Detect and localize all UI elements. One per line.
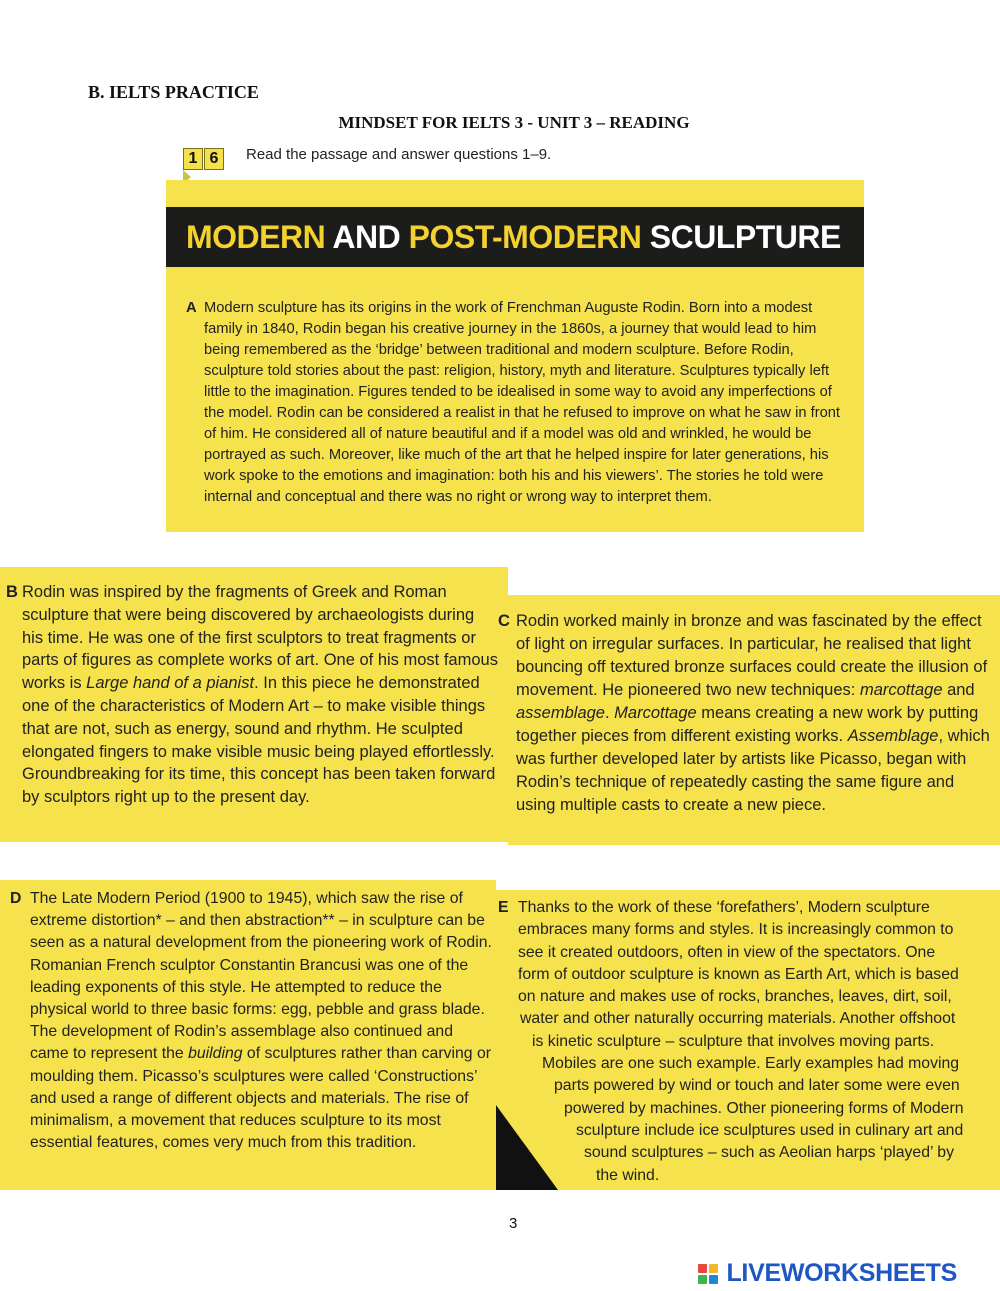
liveworksheets-logo[interactable] bbox=[698, 1259, 957, 1285]
audio-track-badge bbox=[183, 148, 231, 172]
paragraph-text: Rodin was inspired by the fragments of Greek and Roman sculpture that were being discovered by archaeologists during his time. He was one of the first sculptors to treat fragments or parts of figures as complete works of art. One of his most famous works is Large hand of a pianist. In this piece he demonstrated one of the characteristics of Modern Art – to make visible things that are not, such as energy, sound and rhythm. He sculpted elongated fingers to make visible music being played effortlessly. Groundbreaking for its time, this concept has been taken forward by sculptors right up to the present day. bbox=[22, 583, 498, 807]
section-heading: B. IELTS PRACTICE bbox=[88, 82, 259, 102]
paragraph-line: Mobiles are one such example. Early examples had moving bbox=[542, 1055, 960, 1073]
paragraph-letter: C bbox=[498, 612, 510, 630]
passage-title bbox=[186, 217, 841, 257]
track-number-digit: 1 bbox=[183, 148, 203, 170]
logo-cubes-icon bbox=[698, 1264, 718, 1284]
title-word: SCULPTURE bbox=[649, 219, 841, 255]
logo-wordmark: LIVEWORKSHEETS bbox=[726, 1259, 957, 1287]
paragraph-text: Modern sculpture has its origins in the work of Frenchman Auguste Rodin. Born into a modest family in 1840, Rodin began his creative journey in the 1860s, a journey that would lead to him being remembered as the ‘bridge’ between traditional and modern sculpture. Before Rodin, sculpture told stories about the past: religion, history, myth and literature. Sculptures typically left little to the imagination. Figures tended to be idealised in some way to avoid any imperfections of the model. Rodin can be considered a realist in that he refused to improve on what he saw in front of him. He considered all of nature beautiful and if a model was old and wrinkled, he would be portrayed as such. Moreover, like much of the art that he helped inspire for later generations, his work spoke to the emotions and imagination: both his and his viewers’. The stories he told were internal and conceptual and there was no right or wrong way to interpret them. bbox=[204, 300, 841, 505]
paragraph-line: sculpture include ice sculptures used in culinary art and bbox=[576, 1121, 964, 1139]
paragraph-a bbox=[186, 298, 850, 508]
paragraph-line: powered by machines. Other pioneering forms of Modern bbox=[564, 1099, 964, 1117]
paragraph-letter: D bbox=[10, 890, 22, 907]
paragraph-letter: E bbox=[498, 899, 509, 916]
paragraph-line: form of outdoor sculpture is known as Earth Art, which is based bbox=[518, 965, 959, 983]
paragraph-letter: A bbox=[186, 300, 197, 316]
paragraph-line: sound sculptures – such as Aeolian harps ‘played’ by bbox=[584, 1144, 954, 1162]
paragraph-line: is kinetic sculpture – sculpture that involves moving parts. bbox=[532, 1032, 935, 1050]
paragraph-e bbox=[498, 897, 992, 1187]
paragraph-text: Rodin worked mainly in bronze and was fascinated by the effect of light on irregular surfaces. In particular, he realised that light bouncing off textured bronze surfaces could create the illusion of movement. He pioneered two new techniques: marcottage and assemblage. Marcottage means creating a new work by putting together pieces from different existing works. Assemblage, which was further developed later by artists like Picasso, began with Rodin’s technique of repeatedly casting the same figure and using multiple casts to create a new piece. bbox=[516, 612, 990, 814]
track-number-digit: 6 bbox=[204, 148, 224, 170]
paragraph-line: see it created outdoors, often in view of the spectators. One bbox=[518, 943, 936, 961]
title-word: MODERN bbox=[186, 219, 326, 255]
task-instruction: Read the passage and answer questions 1–9. bbox=[246, 146, 552, 163]
paragraph-line: Thanks to the work of these ‘forefathers’, Modern sculpture bbox=[518, 899, 930, 916]
title-word: POST-MODERN bbox=[408, 219, 642, 255]
page-subtitle: MINDSET FOR IELTS 3 - UNIT 3 – READING bbox=[338, 113, 690, 132]
paragraph-line: embraces many forms and styles. It is increasingly common to bbox=[518, 921, 954, 939]
paragraph-c bbox=[498, 610, 992, 817]
paragraph-letter: B bbox=[6, 583, 18, 601]
paragraph-line: water and other naturally occurring materials. Another offshoot bbox=[520, 1010, 956, 1028]
title-word: AND bbox=[332, 219, 401, 255]
paragraph-b bbox=[6, 581, 498, 809]
paragraph-line: on nature and makes use of rocks, branches, leaves, dirt, soil, bbox=[518, 988, 952, 1006]
paragraph-text: The Late Modern Period (1900 to 1945), which saw the rise of extreme distortion* – and then abstraction** – in sculpture can be seen as a natural development from the pioneering work of Rodin. Romanian French sculptor Constantin Brancusi was one of the leading exponents of this style. He attempted to reduce the physical world to three basic forms: egg, pebble and grass blade. The development of Rodin’s assemblage also continued and came to represent the building of sculptures rather than carving or moulding them. Picasso’s sculptures were called ‘Constructions’ and used a range of different objects and materials. The rise of minimalism, a movement that reduces sculpture to its most essential features, comes very much from this tradition. bbox=[30, 890, 492, 1152]
paragraph-line: parts powered by wind or touch and later some were even bbox=[554, 1077, 960, 1095]
page-number: 3 bbox=[509, 1215, 518, 1232]
paragraph-line: the wind. bbox=[596, 1166, 660, 1184]
paragraph-d bbox=[10, 888, 494, 1154]
